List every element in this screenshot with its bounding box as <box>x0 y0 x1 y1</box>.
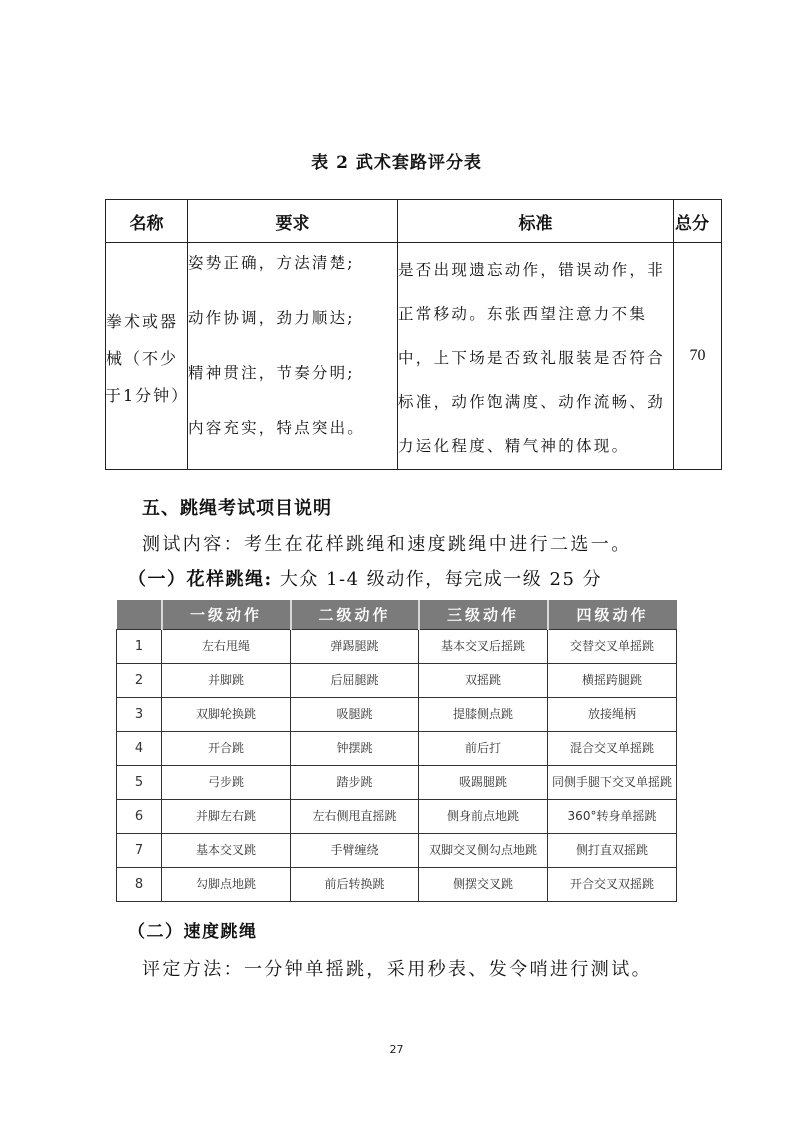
test-content-paragraph: 测试内容：考生在花样跳绳和速度跳绳中进行二选一。 <box>142 534 632 555</box>
level-4-move-cell: 横摇跨腿跳 <box>548 664 677 698</box>
requirement-line: 内容充实，特点突出。 <box>188 419 366 437</box>
header-level-4: 四级动作 <box>548 600 677 630</box>
table-row <box>117 834 677 868</box>
page-number: 27 <box>389 1043 404 1056</box>
level-1-move-cell: 双脚轮换跳 <box>162 698 291 732</box>
name-line: 于1分钟） <box>105 385 190 405</box>
header-level-3: 三级动作 <box>419 600 548 630</box>
requirement-line: 姿势正确，方法清楚; <box>188 254 355 272</box>
row-index-cell: 1 <box>117 630 162 664</box>
header-standard: 标准 <box>398 200 674 243</box>
standard-line: 标准，动作饱满度、动作流畅、劲 <box>398 393 666 411</box>
requirement-line: 精神贯注，节奏分明; <box>188 364 355 382</box>
level-3-move-cell: 前后打 <box>419 732 548 766</box>
level-3-move-cell: 基本交叉后摇跳 <box>419 630 548 664</box>
level-4-move-cell: 侧打直双摇跳 <box>548 834 677 868</box>
level-2-move-cell: 钟摆跳 <box>291 732 419 766</box>
header-requirements: 要求 <box>188 200 398 243</box>
level-2-move-cell: 弹踢腿跳 <box>291 630 419 664</box>
requirements-cell <box>188 243 398 470</box>
martial-arts-score-table <box>105 199 722 470</box>
speed-method-paragraph: 评定方法：一分钟单摇跳，采用秒表、发令哨进行测试。 <box>142 959 652 980</box>
level-4-move-cell: 混合交叉单摇跳 <box>548 732 677 766</box>
fancy-rope-label: （一）花样跳绳: <box>128 569 273 590</box>
level-3-move-cell: 双脚交叉侧勾点地跳 <box>419 834 548 868</box>
header-level-1: 一级动作 <box>162 600 291 630</box>
name-line: 械（不少 <box>106 348 179 368</box>
level-1-move-cell: 并脚左右跳 <box>162 800 291 834</box>
section-heading: 五、跳绳考试项目说明 <box>142 498 332 519</box>
score-table-header-row <box>106 200 722 243</box>
row-index-cell: 2 <box>117 664 162 698</box>
level-3-move-cell: 吸踢腿跳 <box>419 766 548 800</box>
level-3-move-cell: 提膝侧点跳 <box>419 698 548 732</box>
level-4-move-cell: 交替交叉单摇跳 <box>548 630 677 664</box>
name-line: 拳术或器 <box>106 311 179 331</box>
table-row <box>117 800 677 834</box>
level-2-move-cell: 踏步跳 <box>291 766 419 800</box>
standard-line: 力运化程度、精气神的体现。 <box>398 437 630 455</box>
level-1-move-cell: 开合跳 <box>162 732 291 766</box>
row-index-cell: 5 <box>117 766 162 800</box>
level-4-move-cell: 同侧手腿下交叉单摇跳 <box>548 766 677 800</box>
level-2-move-cell: 左右侧甩直摇跳 <box>291 800 419 834</box>
standard-line: 中，上下场是否致礼服装是否符合 <box>398 349 666 367</box>
table-row <box>117 664 677 698</box>
row-index-cell: 4 <box>117 732 162 766</box>
fancy-rope-heading <box>128 565 602 591</box>
level-2-move-cell: 前后转换跳 <box>291 868 419 902</box>
standard-cell <box>398 243 674 470</box>
standard-line: 是否出现遗忘动作，错误动作，非 <box>398 261 666 279</box>
level-1-move-cell: 勾脚点地跳 <box>162 868 291 902</box>
header-index <box>117 600 162 630</box>
header-name: 名称 <box>106 200 188 243</box>
row-index-cell: 3 <box>117 698 162 732</box>
fancy-rope-desc: 大众 1-4 级动作，每完成一级 25 分 <box>272 569 603 590</box>
level-1-move-cell: 并脚跳 <box>162 664 291 698</box>
header-level-2: 二级动作 <box>291 600 419 630</box>
table-row <box>117 766 677 800</box>
level-2-move-cell: 手臂缠绕 <box>291 834 419 868</box>
header-total: 总分 <box>674 200 722 243</box>
speed-rope-heading: （二）速度跳绳 <box>128 922 258 942</box>
level-1-move-cell: 左右甩绳 <box>162 630 291 664</box>
level-1-move-cell: 弓步跳 <box>162 766 291 800</box>
table-row <box>106 243 722 470</box>
level-3-move-cell: 侧身前点地跳 <box>419 800 548 834</box>
level-2-move-cell: 后屈腿跳 <box>291 664 419 698</box>
requirement-line: 动作协调，劲力顺达; <box>188 309 355 327</box>
table-row <box>117 630 677 664</box>
level-4-move-cell: 360°转身单摇跳 <box>548 800 677 834</box>
level-2-move-cell: 吸腿跳 <box>291 698 419 732</box>
standard-line: 正常移动。东张西望注意力不集 <box>398 305 648 323</box>
level-3-move-cell: 双摇跳 <box>419 664 548 698</box>
level-4-move-cell: 放接绳柄 <box>548 698 677 732</box>
level-3-move-cell: 侧摆交叉跳 <box>419 868 548 902</box>
table-row <box>117 698 677 732</box>
level-1-move-cell: 基本交叉跳 <box>162 834 291 868</box>
row-index-cell: 8 <box>117 868 162 902</box>
row-index-cell: 6 <box>117 800 162 834</box>
item-name-cell <box>106 243 188 470</box>
table-caption: 表 2 武术套路评分表 <box>311 153 482 173</box>
total-score-cell: 70 <box>674 243 722 470</box>
fancy-rope-levels-table <box>116 600 677 902</box>
table-row <box>117 868 677 902</box>
row-index-cell: 7 <box>117 834 162 868</box>
level-4-move-cell: 开合交叉双摇跳 <box>548 868 677 902</box>
rope-table-header-row <box>117 600 677 630</box>
table-row <box>117 732 677 766</box>
